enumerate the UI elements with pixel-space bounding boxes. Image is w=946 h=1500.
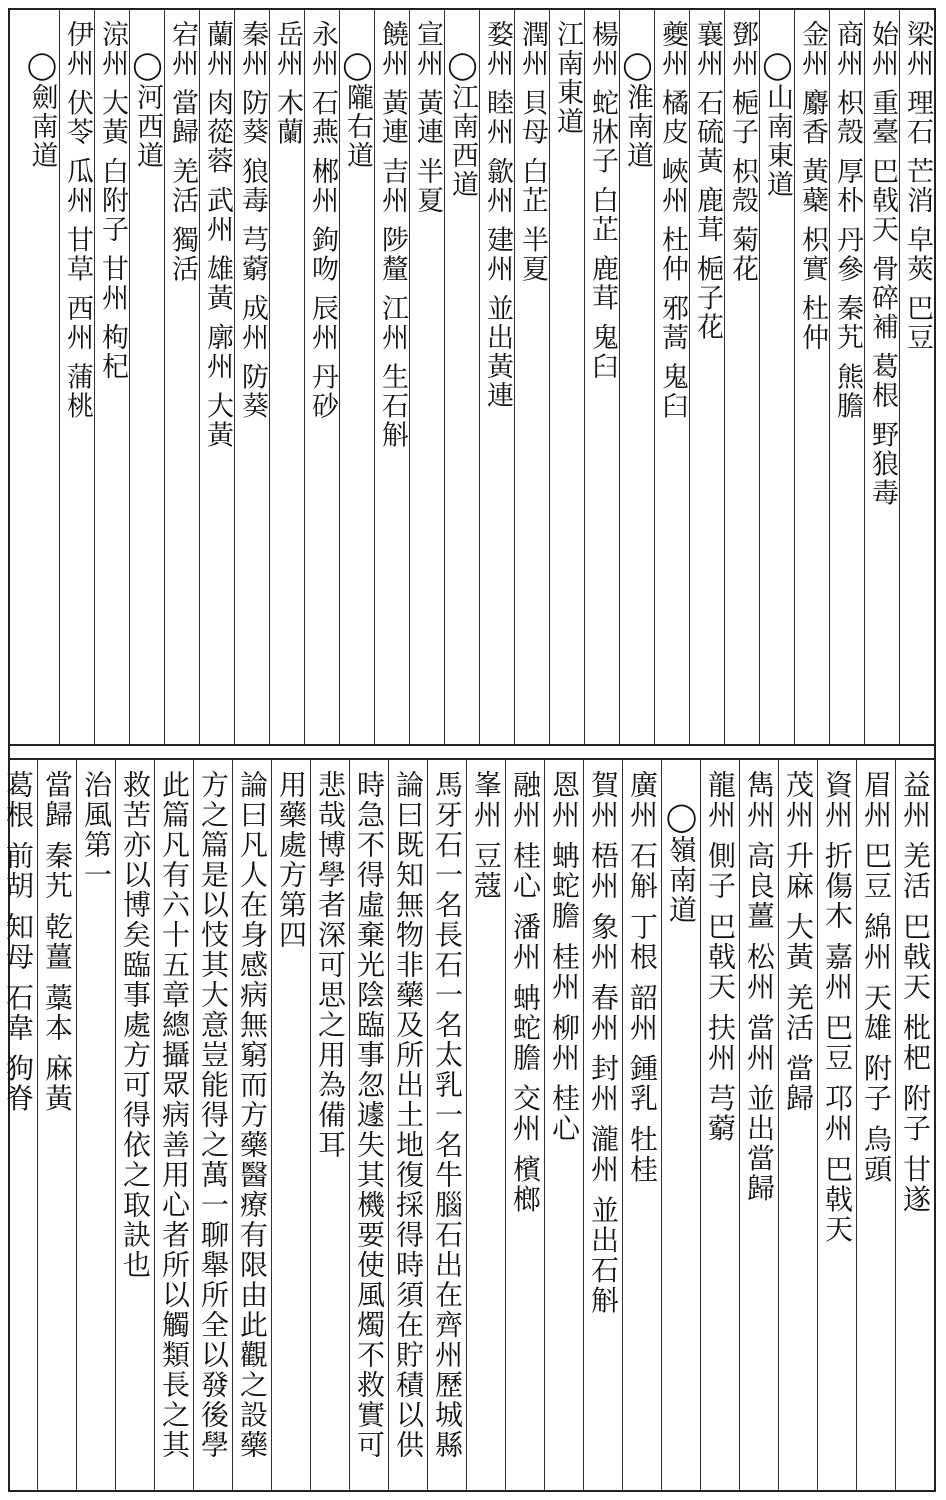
bottom-column-text: 時急不得虛棄光陰臨事忽遽失其機要使風燭不救實可 bbox=[353, 770, 386, 1460]
bottom-column bbox=[0, 760, 37, 1490]
bottom-column bbox=[388, 760, 427, 1490]
bottom-column bbox=[37, 760, 76, 1490]
bottom-column bbox=[583, 760, 622, 1490]
top-column bbox=[24, 10, 59, 744]
bottom-column-text: 雋州 高良薑 松州 當州 並出當歸 bbox=[743, 770, 776, 1204]
top-column bbox=[829, 10, 864, 744]
top-column-text: 饒州 黃連 吉州 陟釐 江州 生石斛 bbox=[377, 20, 408, 450]
top-column-text: 婺州 睦州 歙州 建州 並出黃連 bbox=[482, 20, 513, 411]
bottom-column-text: ◯嶺南道 bbox=[665, 800, 698, 925]
bottom-column-text: 悲哉博學者深可思之用為備耳 bbox=[314, 770, 347, 1160]
top-column bbox=[514, 10, 549, 744]
top-column-text: 蘭州 肉蓯蓉 武州 雄黃 廓州 大黃 bbox=[202, 20, 233, 450]
bottom-column-text: 融州 桂心 潘州 蚺蛇膽 交州 檳榔 bbox=[509, 770, 542, 1215]
top-column bbox=[129, 10, 164, 744]
top-column bbox=[409, 10, 444, 744]
bottom-column bbox=[466, 760, 505, 1490]
top-column-text: 宕州 當歸 羌活 獨活 bbox=[167, 20, 198, 284]
top-column bbox=[584, 10, 619, 744]
bottom-column bbox=[271, 760, 310, 1490]
bottom-column-text: 眉州 巴豆 綿州 天雄 附子 烏頭 bbox=[860, 770, 893, 1185]
bottom-column-text: 用藥處方第四 bbox=[275, 770, 308, 950]
top-column bbox=[269, 10, 304, 744]
top-column-text: ◯劍南道 bbox=[26, 50, 58, 170]
bottom-column bbox=[115, 760, 154, 1490]
top-column bbox=[864, 10, 899, 744]
top-column bbox=[59, 10, 94, 744]
top-column-text: ◯江南西道 bbox=[447, 50, 478, 199]
bottom-column bbox=[700, 760, 739, 1490]
bottom-column-text: 論曰凡人在身感病無窮而方藥醫療有限由此觀之設藥 bbox=[236, 770, 269, 1460]
bottom-column bbox=[622, 760, 661, 1490]
top-column-text: 襄州 石硫黃 鹿茸 梔子花 bbox=[692, 20, 723, 342]
bottom-column-text: 資州 折傷木 嘉州 巴豆 邛州 巴戟天 bbox=[821, 770, 854, 1245]
top-column-text: 始州 重臺 巴戟天 骨碎補 葛根 野狼毒 bbox=[867, 20, 898, 508]
bottom-column bbox=[76, 760, 115, 1490]
bottom-column bbox=[856, 760, 895, 1490]
bottom-column-text: 廣州 石斛 丁根 韶州 鍾乳 牡桂 bbox=[626, 770, 659, 1185]
top-column-text: 涼州 大黃 白附子 甘州 枸杞 bbox=[97, 20, 128, 382]
top-column-text: 潤州 貝母 白芷 半夏 bbox=[517, 20, 548, 284]
top-column-text: 商州 枳殼 厚朴 丹參 秦艽 熊膽 bbox=[832, 20, 863, 421]
bottom-column bbox=[193, 760, 232, 1490]
top-column bbox=[899, 10, 934, 744]
top-column bbox=[549, 10, 584, 744]
top-column bbox=[164, 10, 199, 744]
top-column-text: ◯山南東道 bbox=[762, 50, 793, 199]
bottom-column bbox=[505, 760, 544, 1490]
bottom-column-text: 治風第一 bbox=[80, 770, 113, 890]
bottom-column bbox=[427, 760, 466, 1490]
bottom-column bbox=[817, 760, 856, 1490]
top-column bbox=[794, 10, 829, 744]
top-panel bbox=[10, 10, 934, 744]
top-column bbox=[374, 10, 409, 744]
top-column bbox=[444, 10, 479, 744]
bottom-column-text: 恩州 蚺蛇膽 桂州 柳州 桂心 bbox=[548, 770, 581, 1144]
bottom-column-text: 救苦亦以博矣臨事處方可得依之取訣也 bbox=[119, 770, 152, 1280]
top-column-text: 梁州 理石 芒消 皁莢 巴豆 bbox=[902, 20, 933, 353]
top-column bbox=[94, 10, 129, 744]
bottom-panel bbox=[2, 760, 934, 1490]
bottom-column-text: 論曰既知無物非藥及所出土地復採得時須在貯積以供 bbox=[392, 770, 425, 1460]
bottom-column bbox=[895, 760, 934, 1490]
top-column-text: 宣州 黃連 半夏 bbox=[412, 20, 443, 216]
top-column-text: 江南東道 bbox=[552, 20, 583, 136]
bottom-column bbox=[154, 760, 193, 1490]
bottom-column-text: 峯州 豆蔻 bbox=[470, 770, 503, 901]
top-column bbox=[619, 10, 654, 744]
top-column-text: 伊州 伏苓 瓜州 甘草 西州 蒲桃 bbox=[62, 20, 93, 421]
top-column bbox=[759, 10, 794, 744]
top-column-text: 岳州 木蘭 bbox=[272, 20, 303, 147]
panel-divider bbox=[10, 744, 934, 760]
bottom-column bbox=[778, 760, 817, 1490]
top-column-text: 楊州 蛇牀子 白芷 鹿茸 鬼臼 bbox=[587, 20, 618, 382]
top-column bbox=[479, 10, 514, 744]
top-column-text: 永州 石燕 郴州 鉤吻 辰州 丹砂 bbox=[307, 20, 338, 421]
bottom-column bbox=[349, 760, 388, 1490]
top-column bbox=[234, 10, 269, 744]
bottom-column bbox=[544, 760, 583, 1490]
top-column bbox=[654, 10, 689, 744]
bottom-column bbox=[661, 760, 700, 1490]
top-column bbox=[199, 10, 234, 744]
top-column-text: 夔州 橘皮 峽州 杜仲 邪蒿 鬼臼 bbox=[657, 20, 688, 421]
bottom-column bbox=[310, 760, 349, 1490]
bottom-column-text: 當歸 秦艽 乾薑 藁本 麻黃 bbox=[41, 770, 74, 1114]
bottom-column bbox=[232, 760, 271, 1490]
bottom-column-text: 此篇凡有六十五章總攝眾病善用心者所以觸類長之其 bbox=[158, 770, 191, 1460]
bottom-column-text: 葛根 前胡 知母 石韋 狗脊 bbox=[2, 770, 35, 1114]
top-column-text: ◯河西道 bbox=[132, 50, 163, 170]
top-column-text: ◯淮南道 bbox=[622, 50, 653, 170]
top-column bbox=[304, 10, 339, 744]
bottom-column-text: 方之篇是以忮其大意豈能得之萬一聊舉所全以發後學 bbox=[197, 770, 230, 1460]
bottom-column-text: 龍州 側子 巴戟天 扶州 芎藭 bbox=[704, 770, 737, 1144]
top-column bbox=[689, 10, 724, 744]
bottom-column-text: 益州 羌活 巴戟天 枇杷 附子 甘遂 bbox=[899, 770, 932, 1215]
top-column bbox=[339, 10, 374, 744]
top-column-text: ◯隴右道 bbox=[342, 50, 373, 170]
top-column-text: 鄧州 梔子 枳殼 菊花 bbox=[727, 20, 758, 284]
top-column-text: 秦州 防葵 狼毒 芎藭 成州 防葵 bbox=[237, 20, 268, 421]
top-column-text: 金州 麝香 黃蘗 枳實 杜仲 bbox=[797, 20, 828, 353]
top-column bbox=[724, 10, 759, 744]
bottom-column-text: 馬牙石一名長石一名太乳一名牛腦石出在齊州歷城縣 bbox=[431, 770, 464, 1460]
bottom-column bbox=[739, 760, 778, 1490]
bottom-column-text: 賀州 梧州 象州 春州 封州 瀧州 並出石斛 bbox=[587, 770, 620, 1316]
bottom-column-text: 茂州 升麻 大黃 羌活 當歸 bbox=[782, 770, 815, 1114]
